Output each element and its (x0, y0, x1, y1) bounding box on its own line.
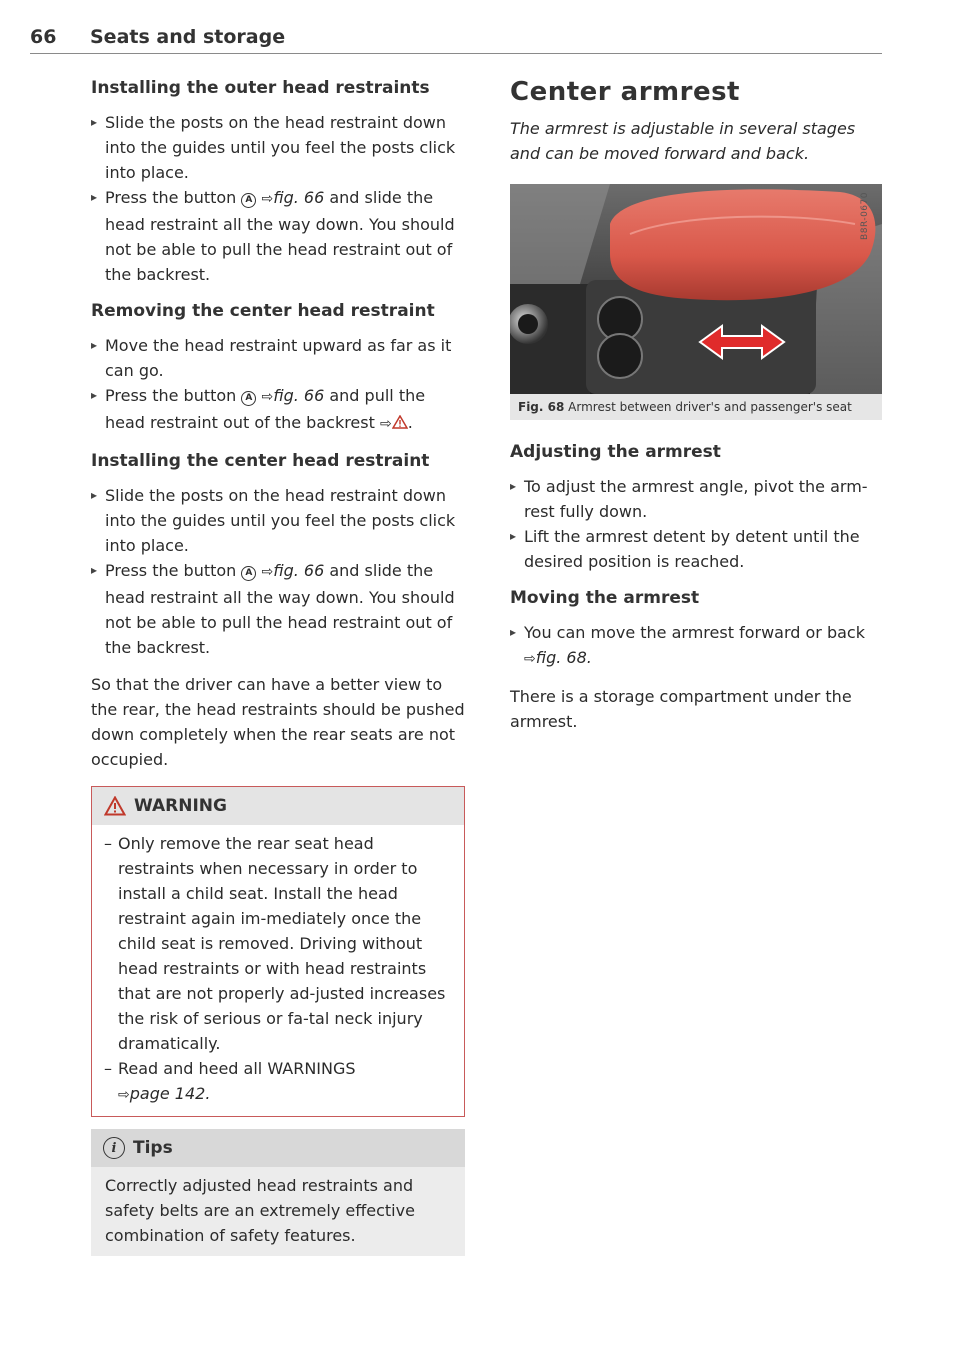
figure-caption: Fig. 68 Armrest between driver's and passenger's seat (510, 394, 882, 420)
warning-item: – Only remove the rear seat head restraints when necessary in order to install a child seat. Install the head restraint again im-mediately once the child seat is removed. Driving without head restraints or with head restraints that are not properly ad-justed increases the risk of serious or fa-tal neck injury dramatically. (104, 831, 454, 1056)
arrow-ref-icon: ⇨ (118, 1087, 130, 1103)
button-a-icon: A (241, 391, 256, 406)
figure-link[interactable]: fig. 66 (273, 561, 325, 580)
tips-header (91, 1129, 465, 1167)
armrest-figure (510, 184, 882, 394)
list-item: ▸ Move the head restraint upward as far as it can go. (91, 333, 465, 383)
list-item: ▸ Press the button A ⇨fig. 66 and pull the head restraint out of the backrest ⇨ . (91, 383, 465, 437)
page-header (30, 24, 882, 54)
warning-triangle-icon (104, 796, 126, 816)
arrow-ref-icon: ⇨ (379, 416, 392, 432)
page-link[interactable]: page 142. (129, 1084, 211, 1103)
list-item: ▸ You can move the armrest forward or back ⇨fig. 68. (510, 620, 882, 672)
list-item: ▸ Slide the posts on the head restraint down into the guides until you feel the posts click into place. (91, 110, 465, 185)
body-paragraph: So that the driver can have a better view to the rear, the head restraints should be pushed down completely when the rear seats are not occupied. (91, 675, 465, 769)
list-item: ▸ To adjust the armrest angle, pivot the arm-rest fully down. (510, 474, 882, 524)
warning-title: WARNING (134, 795, 227, 816)
body-paragraph: There is a storage compartment under the armrest. (510, 687, 852, 731)
arrow-ref-icon: ⇨ (261, 191, 274, 207)
warning-box (91, 786, 465, 1117)
section-title: Seats and storage (90, 26, 286, 48)
tips-body: Correctly adjusted head restraints and safety belts are an extremely effective combination of safety features. (105, 1176, 415, 1245)
figure-id: B8R-0670 (860, 192, 870, 240)
arrow-ref-icon: ⇨ (261, 564, 274, 580)
warning-item: – Read and heed all WARNINGS ⇨page 142. (104, 1056, 454, 1108)
intro-text: The armrest is adjustable in several stages and can be moved forward and back. (510, 119, 856, 163)
button-a-icon: A (241, 566, 256, 581)
arrow-ref-icon: ⇨ (524, 651, 536, 667)
tips-title: Tips (133, 1137, 173, 1158)
figure-link[interactable]: fig. 66 (273, 188, 325, 207)
list-item: ▸ Lift the armrest detent by detent until the desired position is reached. (510, 524, 882, 574)
heading-center-remove: Removing the center head restraint (91, 301, 435, 321)
info-icon: i (103, 1137, 125, 1159)
list-item: ▸ Press the button A ⇨fig. 66 and slide the head restraint all the way down. You should not be able to pull the head restraint out of the backrest. (91, 185, 465, 287)
heading-outer-install: Installing the outer head restraints (91, 78, 430, 98)
figure-link[interactable]: fig. 66 (273, 386, 325, 405)
right-column (510, 76, 882, 734)
figure-link[interactable]: fig. 68. (535, 648, 592, 667)
left-column (91, 76, 465, 1256)
heading-adjust: Adjusting the armrest (510, 442, 721, 462)
warning-header (92, 787, 464, 825)
section-heading: Center armrest (510, 77, 740, 107)
heading-move: Moving the armrest (510, 588, 700, 608)
heading-center-install: Installing the center head restraint (91, 451, 430, 471)
armrest-photo (510, 184, 882, 394)
list-item: ▸ Slide the posts on the head restraint down into the guides until you feel the posts click into place. (91, 483, 465, 558)
arrow-ref-icon: ⇨ (261, 389, 274, 405)
tips-box (91, 1129, 465, 1256)
button-a-icon: A (241, 193, 256, 208)
warning-ref-icon[interactable] (392, 415, 408, 429)
page-number: 66 (30, 26, 57, 48)
list-item: ▸ Press the button A ⇨fig. 66 and slide the head restraint all the way down. You should not be able to pull the head restraint out of the backrest. (91, 558, 465, 660)
